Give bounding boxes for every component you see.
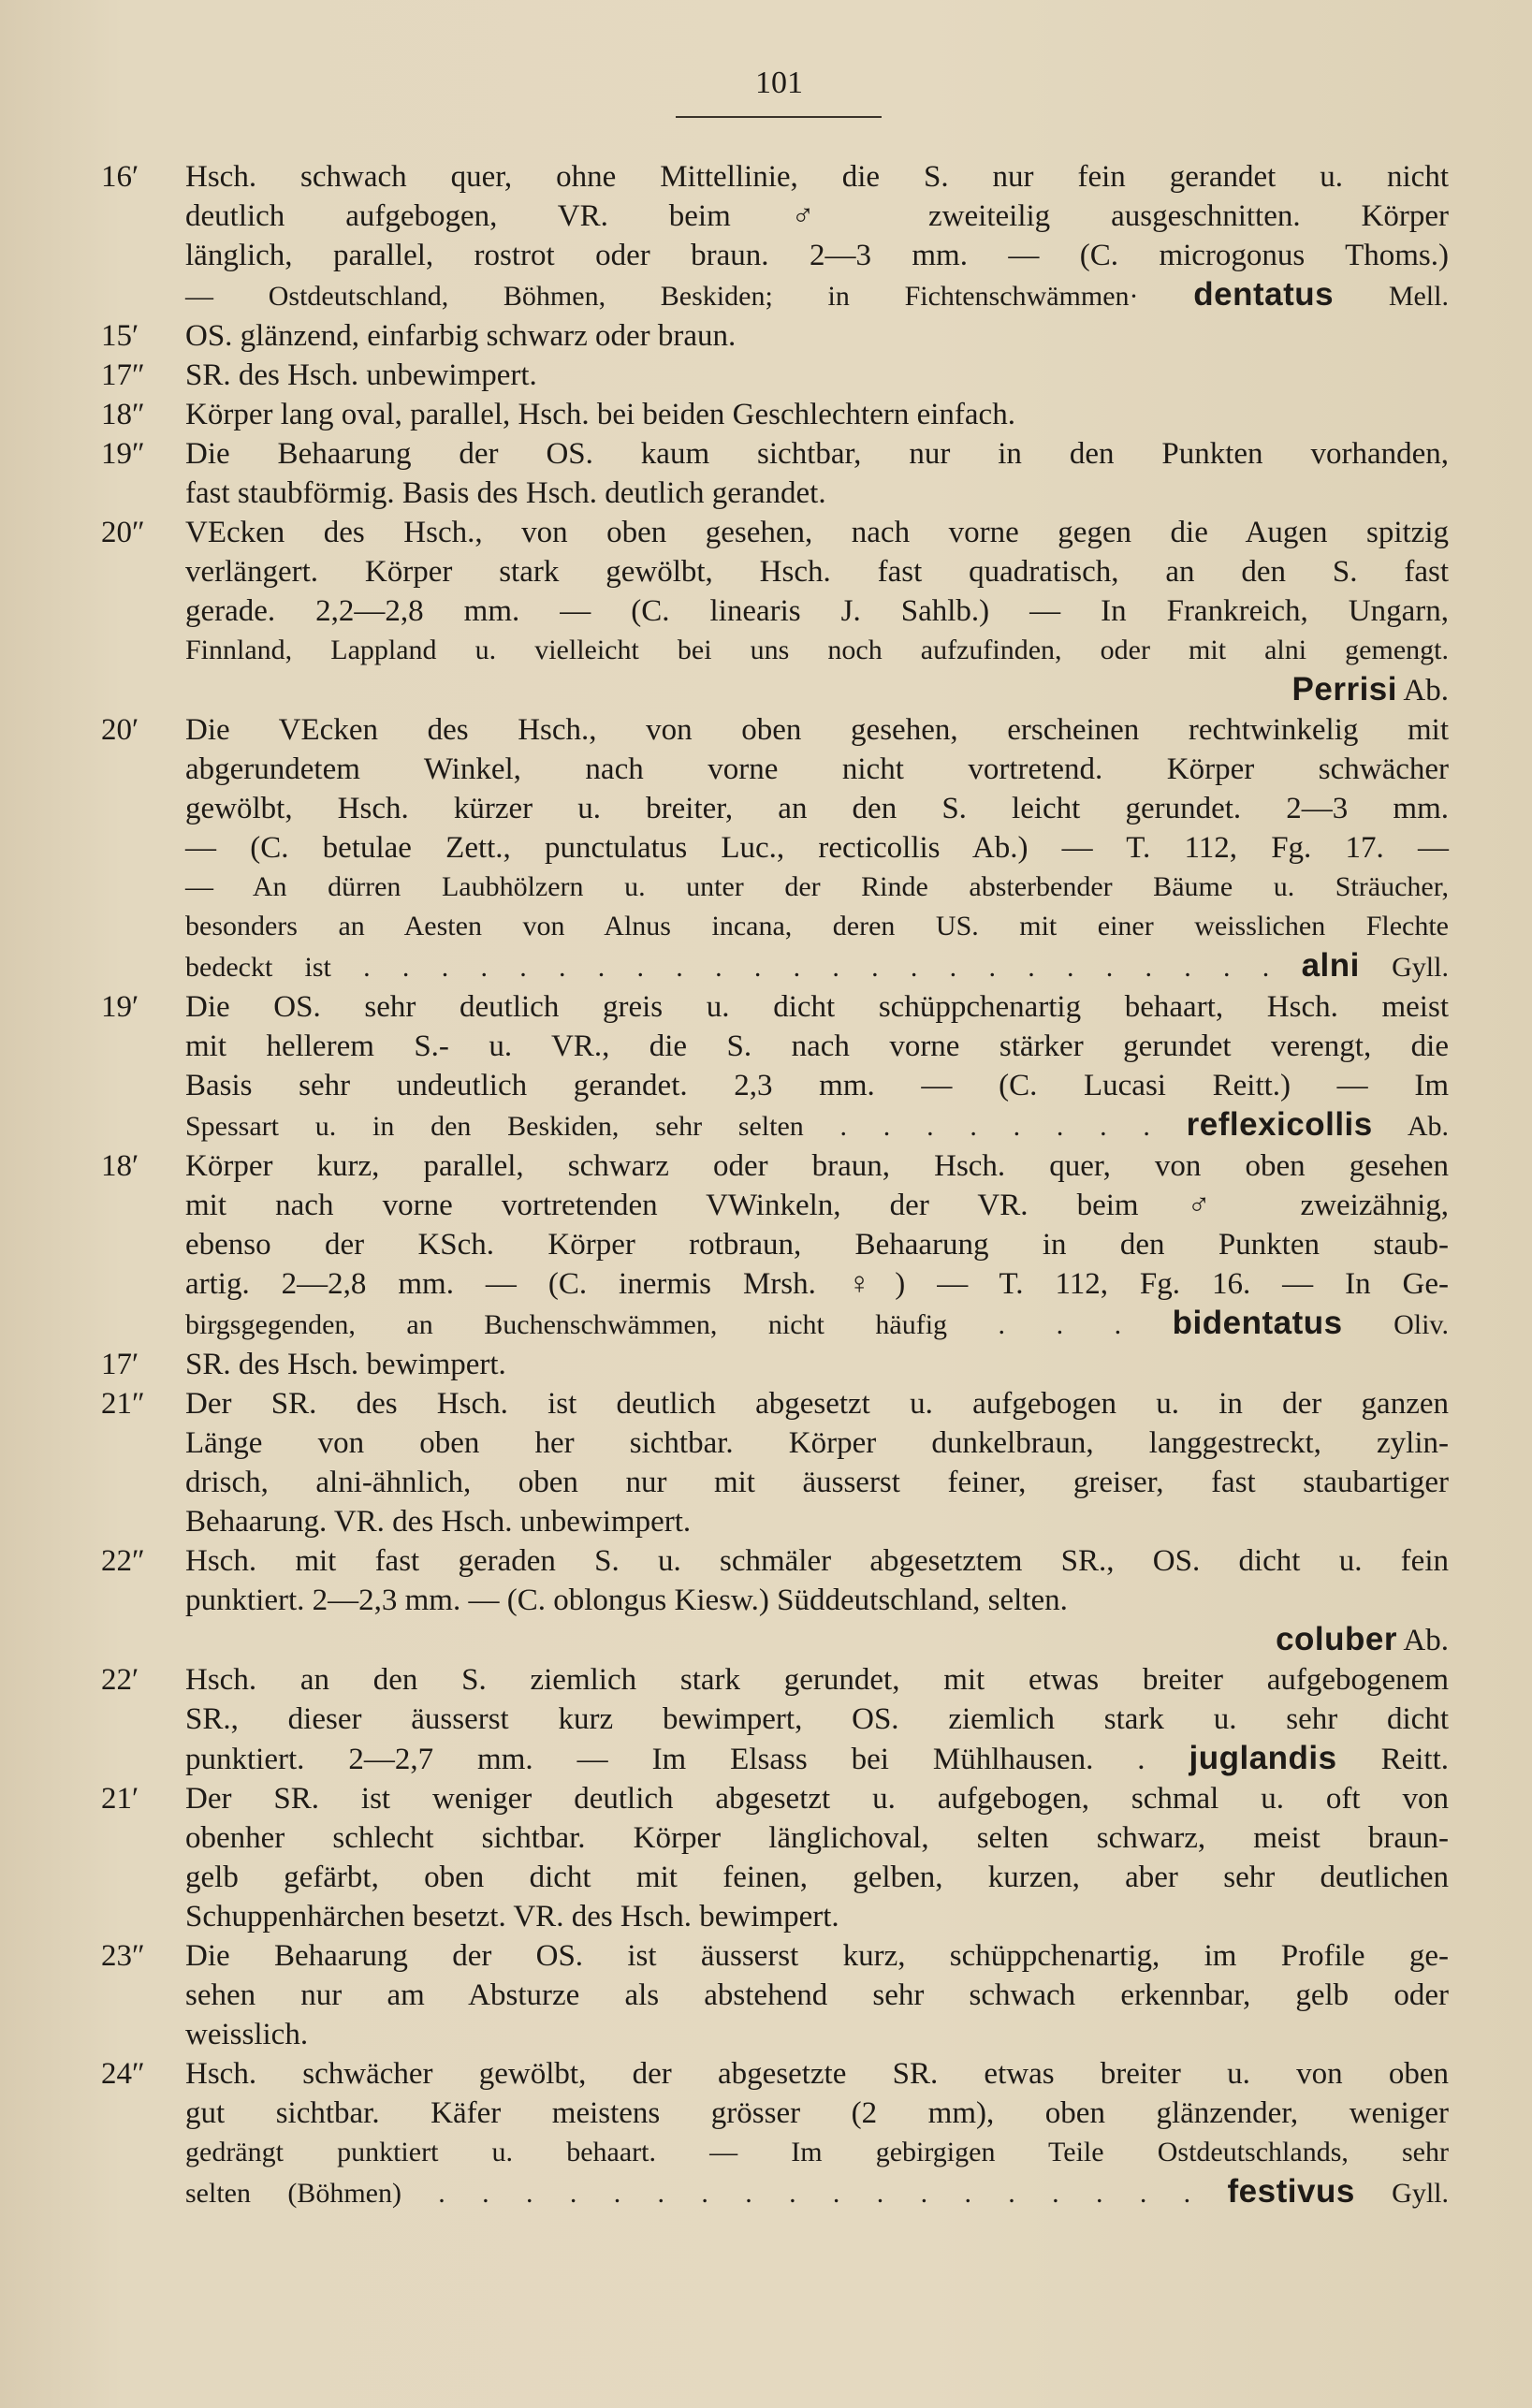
key-entry [101,157,1449,316]
text-line [185,1027,1449,1066]
line-text: gewölbt, Hsch. kürzer u. breiter, an den S. leicht gerundet. 2—3 mm. [185,792,1449,825]
line-text: — Ostdeutschland, Böhmen, Beskiden; in Fichtenschwämmen· [185,281,1194,312]
text-line [185,1897,1449,1936]
line-text: Hsch. mit fast geraden S. u. schmäler abgesetztem SR., OS. dicht u. fein [185,1544,1449,1578]
text-line [185,631,1449,670]
line-text: Hsch. schwach quer, ohne Mittellinie, die S. nur fein gerandet u. nicht [185,160,1449,194]
line-text: Die Behaarung der OS. ist äusserst kurz, schüppchenartig, im Profile ge- [185,1939,1449,1973]
line-text: Behaarung. VR. des Hsch. unbewimpert. [185,1505,692,1539]
line-text: mit nach vorne vortretenden VWinkeln, der VR. beim ♂ zweizähnig, [185,1189,1449,1222]
line-text: Die VEcken des Hsch., von oben gesehen, erscheinen rechtwinkelig mit [185,713,1449,747]
species-name: bidentatus [1172,1305,1343,1341]
text-line [185,1225,1449,1264]
line-text: Schuppenhärchen besetzt. VR. des Hsch. bewimpert. [185,1900,839,1934]
couplet-number: 20″ [101,516,145,549]
species-name: festivus [1227,2173,1355,2210]
text-line [185,2015,1449,2054]
text-line [185,236,1449,275]
key-entry [101,395,1449,434]
line-text: deutlich aufgebogen, VR. beim ♂ zweiteilig ausgeschnitten. Körper [185,199,1449,233]
line-text: Die OS. sehr deutlich greis u. dicht schüppchenartig behaart, Hsch. meist [185,990,1449,1024]
page-number: 101 [755,66,803,100]
line-text: bedeckt ist . . . . . . . . . . . . . . . . . . . . . . . . [185,952,1302,983]
text-line [185,789,1449,828]
text-line [185,275,1449,316]
species-name: dentatus [1193,276,1335,313]
text-line [185,1936,1449,1976]
line-text: Finnland, Lappland u. vielleicht bei uns noch aufzufinden, oder mit alni gemengt. [185,635,1449,665]
line-text: — (C. betulae Zett., punctulatus Luc., recticollis Ab.) — T. 112, Fg. 17. — [185,831,1449,865]
line-text: gut sichtbar. Käfer meistens grösser (2 mm), oben glänzender, weniger [185,2096,1449,2130]
line-text: SR. des Hsch. unbewimpert. [185,358,537,392]
key-entry [101,710,1449,987]
text-line [185,2094,1449,2133]
key-entry [101,1936,1449,2054]
text-line [185,828,1449,868]
couplet-number: 15′ [101,319,139,353]
couplet-number: 18″ [101,398,145,431]
text-line [185,1186,1449,1225]
key-entry [101,356,1449,395]
text-line [185,591,1449,631]
line-text: VEcken des Hsch., von oben gesehen, nach vorne gegen die Augen spitzig [185,516,1449,549]
line-text: SR., dieser äusserst kurz bewimpert, OS. ziemlich stark u. sehr dicht [185,1702,1449,1736]
text-line [185,2172,1449,2213]
species-author: Reitt. [1336,1743,1449,1776]
line-text: besonders an Aesten von Alnus incana, deren US. mit einer weisslichen Flechte [185,911,1449,941]
key-entry [101,987,1449,1146]
text-line [185,552,1449,591]
species-name: reflexicollis [1186,1106,1373,1143]
species-author: Oliv. [1342,1309,1449,1340]
text-line [185,1581,1449,1620]
line-text: Basis sehr undeutlich gerandet. 2,3 mm. — (C. Lucasi Reitt.) — Im [185,1069,1449,1102]
text-line [185,197,1449,236]
text-line [185,356,1449,395]
couplet-number: 17″ [101,358,145,392]
line-text: Hsch. an den S. ziemlich stark gerundet, mit etwas breiter aufgebogenem [185,1663,1449,1697]
key-entry [101,1384,1449,1541]
text-line [185,1700,1449,1739]
text-line [185,1541,1449,1581]
line-text: OS. glänzend, einfarbig schwarz oder braun. [185,319,737,353]
species-author: Ab. [1396,674,1449,708]
text-line [185,670,1449,710]
text-line [185,710,1449,750]
key-entry [101,513,1449,710]
line-text: artig. 2—2,8 mm. — (C. inermis Mrsh. ♀) — T. 112, Fg. 16. — In Ge- [185,1267,1449,1301]
line-text: Hsch. schwächer gewölbt, der abgesetzte SR. etwas breiter u. von oben [185,2057,1449,2091]
line-text: Länge von oben her sichtbar. Körper dunkelbraun, langgestreckt, zylin- [185,1426,1449,1460]
species-author: Ab. [1396,1624,1449,1657]
text-line [185,907,1449,946]
text-line [185,1423,1449,1463]
text-line [185,987,1449,1027]
species-author: Ab. [1372,1111,1450,1142]
line-text: gedrängt punktiert u. behaart. — Im gebirgigen Teile Ostdeutschlands, sehr [185,2137,1449,2167]
line-text: birgsgegenden, an Buchenschwämmen, nicht häufig . . . [185,1309,1173,1340]
text-line [185,1976,1449,2015]
text-line [185,868,1449,907]
line-text: fast staubförmig. Basis des Hsch. deutlich gerandet. [185,476,826,510]
text-line [185,1384,1449,1423]
text-line [185,474,1449,513]
identification-key [101,157,1449,2213]
text-line [185,157,1449,197]
text-line [185,1779,1449,1818]
key-entry [101,1660,1449,1779]
species-name: juglandis [1189,1740,1337,1776]
text-line [185,750,1449,789]
species-author: Mell. [1334,281,1449,312]
line-text: — An dürren Laubhölzern u. unter der Rinde absterbender Bäume u. Sträucher, [185,871,1449,902]
line-text: gelb gefärbt, oben dicht mit feinen, gelben, kurzen, aber sehr deutlichen [185,1861,1449,1894]
key-entry [101,434,1449,513]
line-text: länglich, parallel, rostrot oder braun. 2—3 mm. — (C. microgonus Thoms.) [185,239,1449,272]
species-author: Gyll. [1359,952,1449,983]
text-line [185,946,1449,987]
line-text: Der SR. des Hsch. ist deutlich abgesetzt u. aufgebogen u. in der ganzen [185,1387,1449,1421]
key-entry [101,1345,1449,1384]
text-line [185,2054,1449,2094]
line-text: Die Behaarung der OS. kaum sichtbar, nur in den Punkten vorhanden, [185,437,1449,471]
line-text: mit hellerem S.- u. VR., die S. nach vorne stärker gerundet verengt, die [185,1029,1449,1063]
text-line [185,1146,1449,1186]
couplet-number: 19″ [101,437,145,471]
species-author: Gyll. [1354,2178,1449,2209]
couplet-number: 20′ [101,713,139,747]
couplet-number: 18′ [101,1149,139,1183]
text-line [185,1105,1449,1146]
line-text: drisch, alni-ähnlich, oben nur mit äusserst feiner, greiser, fast staubartiger [185,1466,1449,1499]
species-name: Perrisi [1291,671,1397,708]
text-line [185,1345,1449,1384]
couplet-number: 22′ [101,1663,139,1697]
line-text: punktiert. 2—2,7 mm. — Im Elsass bei Mühlhausen. . [185,1743,1189,1776]
text-line [185,1264,1449,1304]
line-text: punktiert. 2—2,3 mm. — (C. oblongus Kiesw.) Süddeutschland, selten. [185,1583,1068,1617]
line-text: Der SR. ist weniger deutlich abgesetzt u. aufgebogen, schmal u. oft von [185,1782,1449,1816]
line-text: selten (Böhmen) . . . . . . . . . . . . . . . . . . [185,2178,1228,2209]
couplet-number: 17′ [101,1348,139,1381]
key-entry [101,1146,1449,1345]
key-entry [101,1541,1449,1660]
text-line [185,1304,1449,1345]
couplet-number: 24″ [101,2057,145,2091]
couplet-number: 21″ [101,1387,145,1421]
text-line [185,1858,1449,1897]
text-line [185,513,1449,552]
text-line [185,434,1449,474]
key-entry [101,316,1449,356]
text-line [185,1066,1449,1105]
couplet-number: 21′ [101,1782,139,1816]
couplet-number: 19′ [101,990,139,1024]
line-text: gerade. 2,2—2,8 mm. — (C. linearis J. Sahlb.) — In Frankreich, Ungarn, [185,594,1449,628]
line-text: SR. des Hsch. bewimpert. [185,1348,506,1381]
line-text: verlängert. Körper stark gewölbt, Hsch. fast quadratisch, an den S. fast [185,555,1449,589]
line-text: Spessart u. in den Beskiden, sehr selten . . . . . . . . [185,1111,1187,1142]
species-name: alni [1301,947,1360,984]
key-entry [101,1779,1449,1936]
page-number-rule [676,116,882,118]
text-line [185,1463,1449,1502]
line-text: Körper lang oval, parallel, Hsch. bei beiden Geschlechtern einfach. [185,398,1015,431]
line-text: weisslich. [185,2018,309,2051]
text-line [185,1739,1449,1779]
text-line [185,1502,1449,1541]
text-line [185,2133,1449,2172]
couplet-number: 16′ [101,160,139,194]
line-text: Körper kurz, parallel, schwarz oder braun, Hsch. quer, von oben gesehen [185,1149,1449,1183]
line-text: ebenso der KSch. Körper rotbraun, Behaarung in den Punkten staub- [185,1228,1449,1262]
key-entry [101,2054,1449,2213]
line-text: abgerundetem Winkel, nach vorne nicht vortretend. Körper schwächer [185,752,1449,786]
species-name: coluber [1276,1621,1397,1657]
text-line [185,316,1449,356]
couplet-number: 22″ [101,1544,145,1578]
text-line [185,1818,1449,1858]
couplet-number: 23″ [101,1939,145,1973]
text-line [185,395,1449,434]
text-line [185,1660,1449,1700]
line-text: obenher schlecht sichtbar. Körper länglichoval, selten schwarz, meist braun- [185,1821,1449,1855]
line-text: sehen nur am Absturze als abstehend sehr schwach erkennbar, gelb oder [185,1978,1449,2012]
text-line [185,1620,1449,1660]
